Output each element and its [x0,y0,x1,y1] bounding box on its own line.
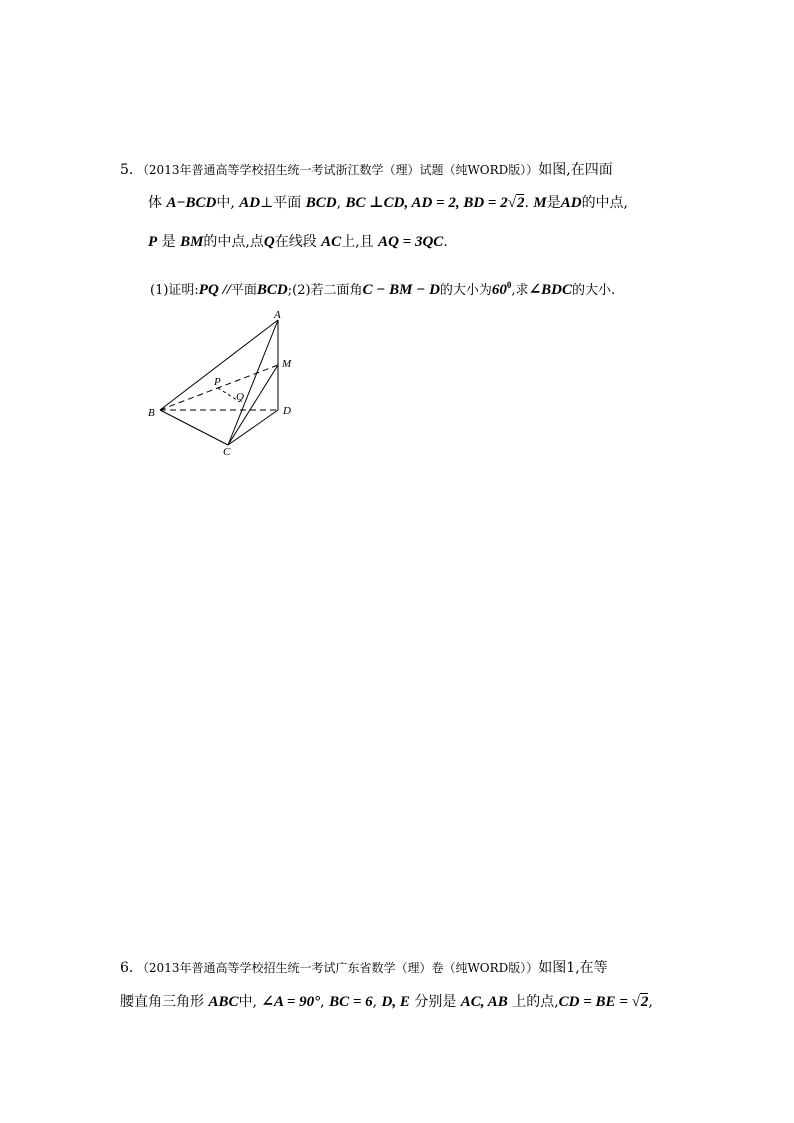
sqrt-symbol: √ [631,994,640,1010]
text: , [648,994,653,1010]
problem5-number: 5． [120,162,143,178]
math-m: M [533,195,547,211]
math-60: 60 [491,282,507,298]
label-a: A [274,309,281,321]
text: 上的点, [512,994,559,1010]
math-p: P [148,234,158,250]
math-ad: AD [239,195,261,211]
problem5-line4 [150,275,615,301]
text: 是 [546,195,561,211]
math-pq-parallel: PQ // [198,282,231,298]
text: 的中点, [581,195,629,211]
text: 中, [216,195,235,211]
math-q: Q [263,234,275,250]
problem5-source: （2013年普通高等学校招生统一考试浙江数学（理）试题（纯WORD版）） [142,163,539,177]
math-angle-bdc: ∠BDC [528,282,572,298]
label-b: B [148,407,155,419]
math-d-e: D, E [381,994,410,1010]
tetrahedron-figure [140,305,310,465]
segment-cm [228,365,278,445]
text: , [320,994,325,1010]
problem6-line1 [120,958,608,978]
problem6-source: （2013年普通高等学校招生统一考试广东省数学（理）卷（纯WORD版）） [142,961,539,975]
text: (1)证明: [150,283,199,298]
text: ⊥平面 [260,195,302,211]
sqrt-symbol: √ [507,195,516,211]
math-ad: AD [560,195,582,211]
text: . [524,195,529,211]
text: 是 [161,234,176,250]
math-60-degrees [492,282,512,298]
math-ac: AC [321,234,342,250]
problem6-number: 6． [120,960,143,976]
math-sqrt-radicand: 2 [640,994,649,1010]
math-ac-ab: AC, AB [460,994,508,1010]
math-cd-be: CD = BE = [558,994,632,1010]
text: 分别是 [414,994,457,1010]
problem6-line2 [120,992,653,1012]
degree-superscript: 0 [506,280,512,290]
text: 体 [148,195,162,211]
problem5-line3 [148,232,448,252]
math-angle-a-90: ∠A = 90° [261,994,321,1010]
text: 腰直角三角形 [120,994,204,1010]
problem5-line1-tail: 如图,在四面 [538,162,613,178]
text: 在线段 [274,234,317,250]
label-c: C [223,446,231,458]
math-aq-eq: AQ = 3QC [378,234,444,250]
text: . [443,234,448,250]
text: 上,且 [341,234,374,250]
text: , [372,994,378,1010]
problem6-line1-tail: 如图1,在等 [538,960,608,976]
math-tetrahedron: A−BCD [166,195,217,211]
text: 的中点,点 [203,234,264,250]
math-bcd: BCD [256,282,288,298]
label-q: Q [236,391,244,403]
text: ;(2)若二面角 [287,283,363,298]
math-sqrt-radicand: 2 [516,195,525,211]
math-abc: ABC [208,994,239,1010]
text: ,求 [511,283,529,298]
math-conditions: BC ⊥CD, AD = 2, BD = 2 [345,195,508,211]
label-p: P [214,376,221,388]
label-m: M [282,358,292,370]
text: 的大小. [571,283,616,298]
text: 中, [238,994,257,1010]
math-dihedral: C − BM − D [362,282,440,298]
edge-bc [160,410,228,445]
problem5-line1 [120,160,613,180]
text: 的大小为 [439,283,492,298]
problem5-line2 [148,193,628,213]
text: , [336,195,342,211]
math-bm: BM [180,234,204,250]
math-bcd: BCD [305,195,337,211]
math-bc-6: BC = 6 [329,994,373,1010]
label-d: D [283,405,291,417]
text: 平面 [230,283,257,298]
